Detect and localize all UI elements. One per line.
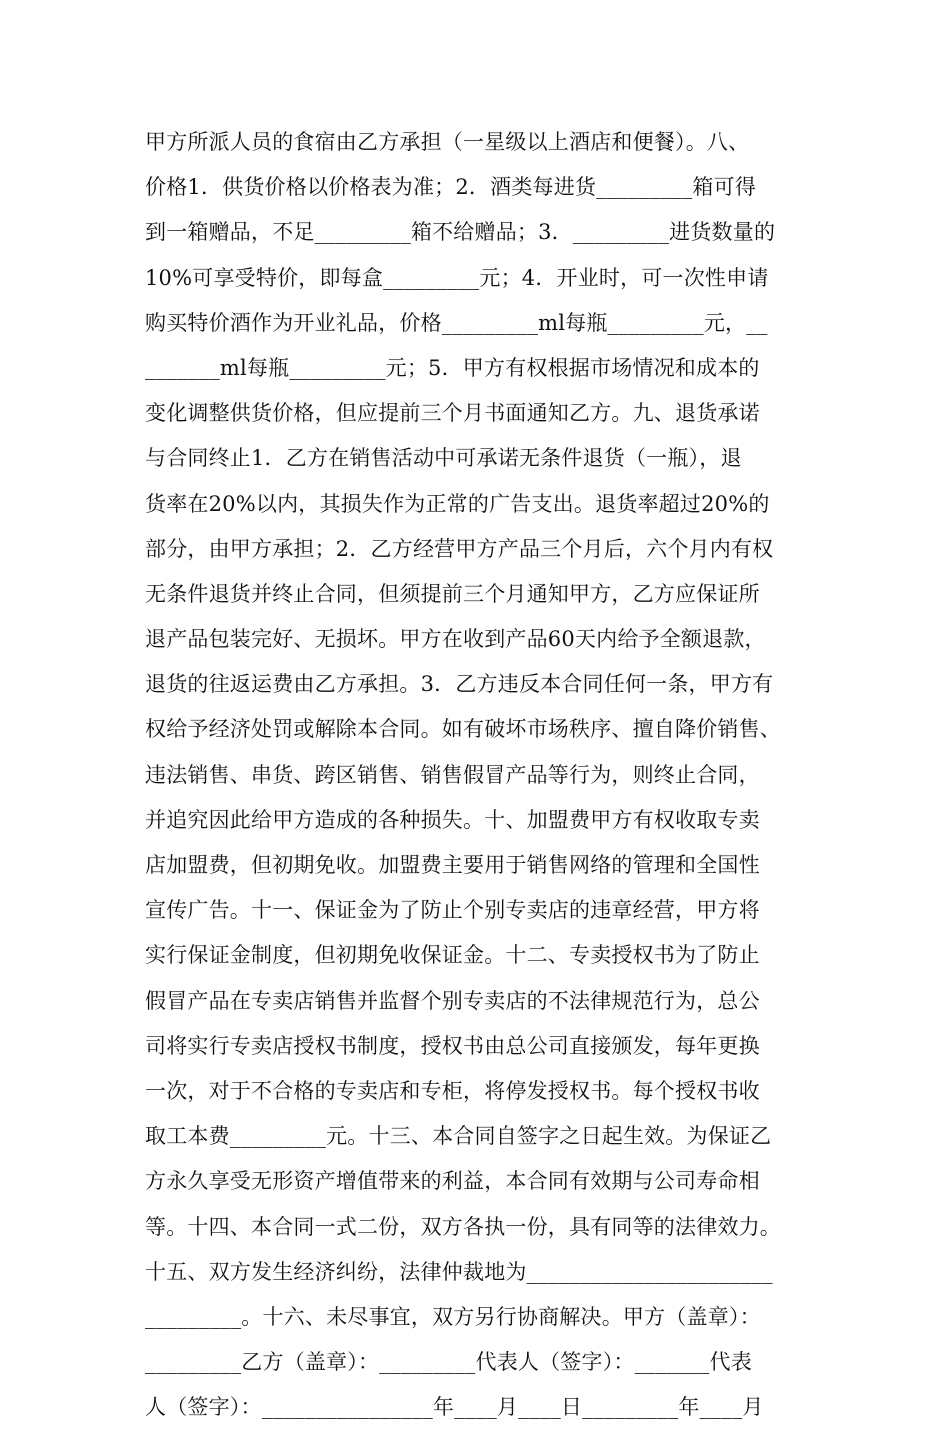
text-line-24: 方永久享受无形资产增值带来的利益，本合同有效期与公司寿命相 (145, 1169, 760, 1194)
text-line-25: 等。十四、本合同一式二份，双方各执一份，具有同等的法律效力。 (145, 1214, 781, 1239)
text-line-6: _______ml每瓶_________元；5．甲方有权根据市场情况和成本的 (145, 355, 760, 380)
text-line-26: 十五、双方发生经济纠纷，法律仲裁地为_______________________ (145, 1259, 773, 1284)
text-line-22: 一次，对于不合格的专卖店和专柜，将停发授权书。每个授权书收 (145, 1078, 760, 1103)
text-line-15: 违法销售、串货、跨区销售、销售假冒产品等行为，则终止合同， (145, 762, 760, 787)
text-line-3: 到一箱赠品，不足_________箱不给赠品；3．_________进货数量的 (145, 220, 776, 245)
text-line-2: 价格1．供货价格以价格表为准；2．酒类每进货_________箱可得 (145, 175, 757, 200)
text-line-1: 甲方所派人员的食宿由乙方承担（一星级以上酒店和便餐）。八、 (145, 130, 750, 154)
text-line-10: 部分，由甲方承担；2．乙方经营甲方产品三个月后，六个月内有权 (145, 536, 774, 561)
text-line-14: 权给予经济处罚或解除本合同。如有破坏市场秩序、擅自降价销售、 (145, 717, 781, 742)
text-line-13: 退货的往返运费由乙方承担。3．乙方违反本合同任何一条，甲方有 (145, 672, 774, 697)
text-line-27: _________。十六、未尽事宜，双方另行协商解决。甲方（盖章）： (145, 1304, 761, 1329)
text-line-4: 10%可享受特价，即每盒_________元；4．开业时，可一次性申请 (145, 265, 769, 290)
text-line-28: _________乙方（盖章）：_________代表人（签字）：_______代表 (145, 1350, 752, 1375)
text-line-9: 货率在20%以内，其损失作为正常的广告支出。退货率超过20%的 (145, 491, 770, 516)
text-line-23: 取工本费_________元。十三、本合同自签字之日起生效。为保证乙 (145, 1124, 772, 1149)
text-line-20: 假冒产品在专卖店销售并监督个别专卖店的不法律规范行为，总公 (145, 988, 760, 1013)
text-line-5: 购买特价酒作为开业礼品，价格_________ml每瓶_________元，__ (145, 310, 768, 335)
text-line-21: 司将实行专卖店授权书制度，授权书由总公司直接颁发，每年更换 (145, 1033, 760, 1058)
text-line-7: 变化调整供货价格，但应提前三个月书面通知乙方。九、退货承诺 (145, 401, 760, 426)
contract-text-body (145, 120, 810, 1430)
text-line-19: 实行保证金制度，但初期免收保证金。十二、专卖授权书为了防止 (145, 943, 760, 968)
text-line-11: 无条件退货并终止合同，但须提前三个月通知甲方，乙方应保证所 (145, 581, 760, 606)
text-line-12: 退产品包装完好、无损坏。甲方在收到产品60天内给予全额退款， (145, 627, 766, 652)
text-line-17: 店加盟费，但初期免收。加盟费主要用于销售网络的管理和全国性 (145, 853, 760, 877)
text-line-8: 与合同终止1．乙方在销售活动中可承诺无条件退货（一瓶），退 (145, 446, 742, 471)
text-line-16: 并追究因此给甲方造成的各种损失。十、加盟费甲方有权收取专卖 (145, 807, 760, 832)
text-line-29: 人（签字）：________________年____月____日_________年____月 (145, 1395, 764, 1420)
text-line-18: 宣传广告。十一、保证金为了防止个别专卖店的违章经营，甲方将 (145, 898, 760, 923)
